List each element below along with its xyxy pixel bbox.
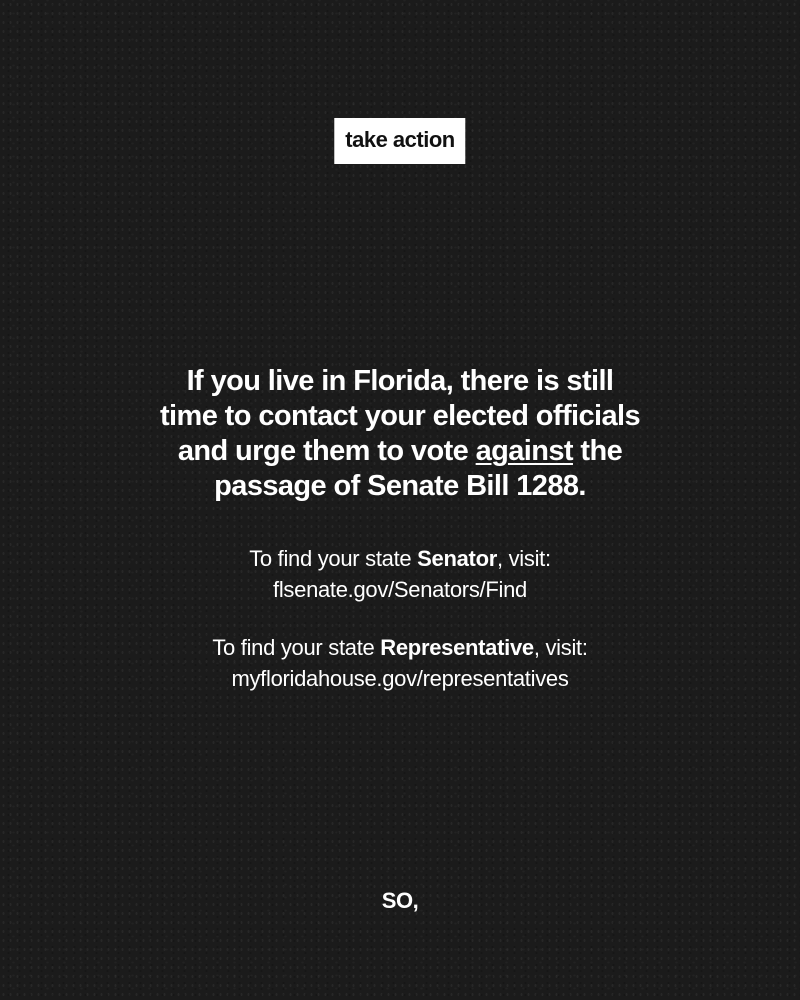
senator-suffix: , visit: xyxy=(496,546,551,571)
headline-emphasis-against: against xyxy=(475,435,573,467)
senator-prefix: To find your state xyxy=(249,546,418,571)
senator-instruction xyxy=(0,543,800,574)
senator-url[interactable]: flsenate.gov/Senators/Find xyxy=(273,577,527,602)
representative-prefix: To find your state xyxy=(212,635,381,660)
senator-label: Senator xyxy=(417,546,497,571)
headline-line-3-start: and urge them to vote xyxy=(177,435,476,467)
headline-line-3 xyxy=(0,434,800,469)
brand-logo: SO, xyxy=(381,888,419,913)
senator-info xyxy=(0,543,800,605)
take-action-tag: take action xyxy=(334,118,465,164)
representative-instruction xyxy=(0,632,800,663)
representative-suffix: , visit: xyxy=(533,635,588,660)
headline-line-3-end: the xyxy=(572,435,623,467)
headline-line-1: If you live in Florida, there is still xyxy=(186,365,614,397)
headline-line-2: time to contact your elected officials xyxy=(160,400,640,432)
headline xyxy=(0,364,800,504)
representative-url[interactable]: myfloridahouse.gov/representatives xyxy=(231,666,569,691)
representative-label: Representative xyxy=(380,635,534,660)
headline-line-4: passage of Senate Bill 1288. xyxy=(214,470,586,502)
representative-info xyxy=(0,632,800,694)
